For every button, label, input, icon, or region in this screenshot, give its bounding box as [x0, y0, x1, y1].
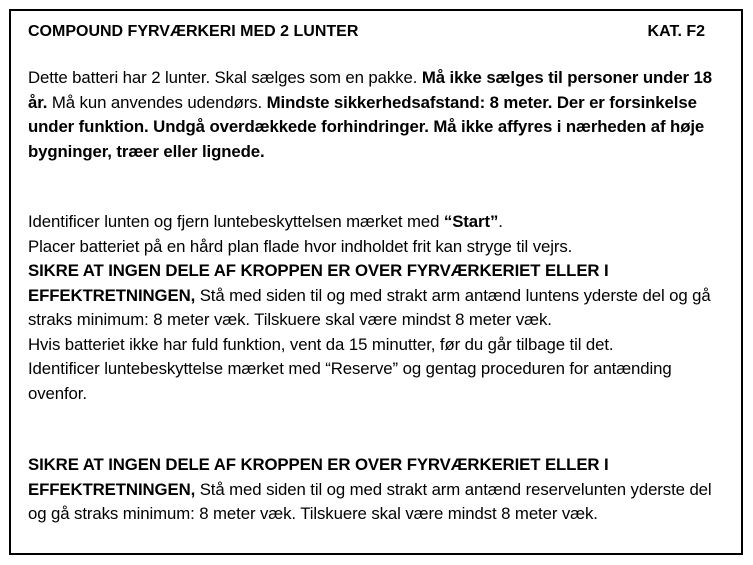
instruction-start	[28, 210, 721, 235]
reserve-ignite-text: Stå med siden til og med strakt arm antænd reservelunten yderste del og gå straks minimum: 8 meter væk. Tilskuere skal være mindst 8 meter væk.	[28, 479, 712, 523]
instruction-start-text: Identificer lunten og fjern luntebeskyttelsen mærket med	[28, 212, 444, 231]
reserve-text	[28, 453, 721, 527]
safety-text	[28, 66, 721, 164]
outdoor-use: Må kun anvendes udendørs.	[47, 92, 267, 112]
instruction-reserve: Identificer luntebeskyttelse mærket med “Reserve” og gentag proceduren for antænding ovenfor.	[28, 359, 672, 403]
safety-paragraph	[28, 66, 721, 164]
instruction-wait: Hvis batteriet ikke har fuld funktion, vent da 15 minutter, før du går tilbage til det.	[28, 334, 614, 354]
body-warning-reserve: SIKRE AT INGEN DELE AF KROPPEN ER OVER FYRVÆRKERIET ELLER I EFFEKTRETNINGEN,	[28, 455, 609, 499]
instruction-start-end: .	[498, 212, 503, 231]
category-badge: KAT. F2	[647, 23, 705, 40]
ignite-text: Stå med siden til og med strakt arm antænd luntens yderste del og gå straks minimum: 8 meter væk. Tilskuere skal være mindst 8 meter væk.	[28, 285, 711, 329]
reserve-paragraph	[28, 453, 721, 527]
age-restriction: Må ikke sælges til personer under 18 år.	[28, 68, 713, 112]
body-warning: SIKRE AT INGEN DELE AF KROPPEN ER OVER FYRVÆRKERIET ELLER I EFFEKTRETNINGEN,	[28, 261, 609, 305]
label-header	[28, 21, 705, 43]
start-marker: “Start”	[443, 212, 499, 231]
batteri-info: Dette batteri har 2 lunter. Skal sælges som en pakke.	[28, 68, 422, 87]
warning-label	[9, 9, 743, 555]
instruction-ignite	[28, 259, 721, 333]
instructions-paragraph	[28, 210, 721, 406]
safety-distance: Mindste sikkerhedsafstand: 8 meter. Der er forsinkelse under funktion. Undgå overdækkede forhindringer. Må ikke affyres i nærheden af høje bygninger, træer eller lignede.	[28, 92, 705, 161]
product-title: COMPOUND FYRVÆRKERI MED 2 LUNTER	[28, 23, 359, 40]
instruction-place: Placer batteriet på en hård plan flade hvor indholdet frit kan stryge til vejrs.	[28, 236, 573, 256]
